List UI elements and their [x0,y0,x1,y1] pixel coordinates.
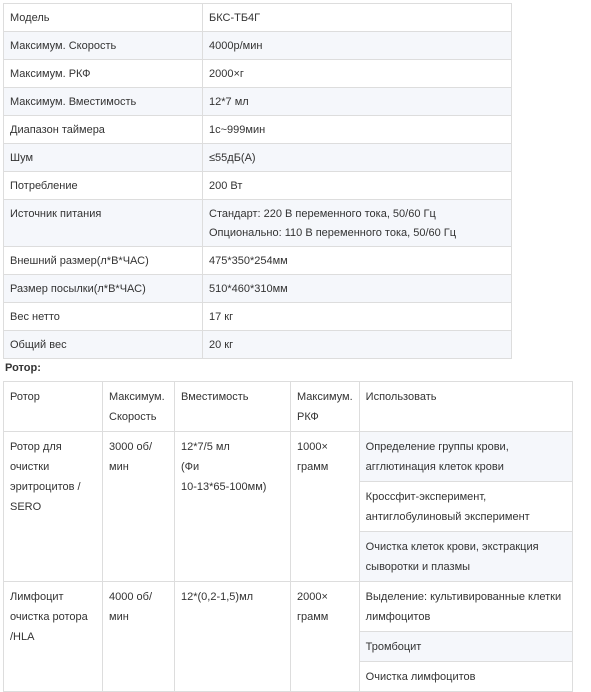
spec-value: 20 кг [203,331,512,359]
rotor-use [359,532,572,582]
rotor-name-line: очистка ротора [10,611,88,623]
rotor-use-line: сыворотки и плазмы [365,561,471,573]
rotor-speed-line: мин [109,461,129,473]
rotor-capacity-line: 12*(0,2-1,5)мл [181,591,254,603]
header-speed [103,382,175,432]
spec-label: Потребление [4,172,203,200]
rotor-speed [103,582,175,692]
specifications-table [3,3,512,359]
spec-row [4,303,512,331]
rotor-rcf-line: 2000× [297,591,328,603]
rotor-use [359,662,572,692]
rotor-name-line: /HLA [10,631,35,643]
spec-row [4,60,512,88]
rotor-name-line: эритроцитов / [10,481,81,493]
spec-row [4,247,512,275]
header-rcf-line: Максимум. [297,391,353,403]
spec-value: 4000р/мин [203,32,512,60]
spec-label: Внешний размер(л*В*ЧАС) [4,247,203,275]
spec-row [4,32,512,60]
spec-label: Максимум. Вместимость [4,88,203,116]
spec-value-line: Стандарт: 220 В переменного тока, 50/60 Гц [209,208,436,220]
header-speed-line: Максимум. [109,391,165,403]
rotor-use [359,582,572,632]
rotor-use-line: Тромбоцит [365,641,422,653]
rotor-use [359,432,572,482]
rotor-capacity [175,582,291,692]
rotor-use-line: Определение группы крови, [365,441,509,453]
spec-row [4,116,512,144]
rotor-capacity-line: (Фи [181,461,200,473]
rotor-use-line: лимфоцитов [365,611,431,623]
rotor-use-line: Очистка клеток крови, экстракция [365,541,539,553]
header-rcf-line: РКФ [297,411,319,423]
spec-label: Максимум. РКФ [4,60,203,88]
rotor-name [4,432,103,582]
rotor-capacity-line: 12*7/5 мл [181,441,230,453]
rotor-speed-line: мин [109,611,129,623]
header-speed-line: Скорость [109,411,157,423]
spec-row [4,88,512,116]
spec-row [4,144,512,172]
spec-label: Шум [4,144,203,172]
rotor-speed [103,432,175,582]
rotor-speed-line: 3000 об/ [109,441,153,453]
spec-value: 475*350*254мм [203,247,512,275]
rotor-rcf-line: 1000× [297,441,328,453]
table-row [4,582,573,632]
rotor-name-line: очистки [10,461,50,473]
spec-label: Общий вес [4,331,203,359]
rotor-use-line: агглютинация клеток крови [365,461,504,473]
rotor-name-line: Ротор для [10,441,62,453]
rotor-rcf [291,432,360,582]
spec-value [203,200,512,247]
spec-label: Источник питания [4,200,203,247]
spec-value: 17 кг [203,303,512,331]
spec-label: Модель [4,4,203,32]
rotor-rcf-line: грамм [297,461,329,473]
rotor-rcf [291,582,360,692]
spec-row [4,331,512,359]
spec-value: 510*460*310мм [203,275,512,303]
rotor-table-header [4,382,573,432]
rotor-section-heading: Ротор: [5,362,41,374]
spec-row [4,172,512,200]
rotor-capacity [175,432,291,582]
spec-value: 200 Вт [203,172,512,200]
rotor-name-line: Лимфоцит [10,591,64,603]
spec-label: Максимум. Скорость [4,32,203,60]
header-rcf [291,382,360,432]
rotor-rcf-line: грамм [297,611,329,623]
rotor-use [359,482,572,532]
rotor-use [359,632,572,662]
spec-row [4,275,512,303]
rotor-use-line: антиглобулиновый эксперимент [365,511,530,523]
spec-value: 12*7 мл [203,88,512,116]
spec-value: ≤55дБ(А) [203,144,512,172]
rotor-table [3,381,573,692]
rotor-capacity-line: 10-13*65-100мм) [181,481,267,493]
rotor-name [4,582,103,692]
rotor-use-line: Кроссфит-эксперимент, [365,491,487,503]
header-capacity: Вместимость [175,382,291,432]
spec-label: Вес нетто [4,303,203,331]
spec-row [4,4,512,32]
spec-label: Размер посылки(л*В*ЧАС) [4,275,203,303]
spec-value-line: Опционально: 110 В переменного тока, 50/60 Гц [209,227,457,239]
spec-value: 1с~999мин [203,116,512,144]
spec-row [4,200,512,247]
rotor-name-line: SERO [10,501,42,513]
header-use: Использовать [359,382,572,432]
rotor-use-line: Очистка лимфоцитов [365,671,476,683]
rotor-speed-line: 4000 об/ [109,591,153,603]
spec-label: Диапазон таймера [4,116,203,144]
table-row [4,432,573,482]
spec-value: 2000×г [203,60,512,88]
header-rotor: Ротор [4,382,103,432]
spec-value: БКС-ТБ4Г [203,4,512,32]
rotor-use-line: Выделение: культивированные клетки [365,591,562,603]
